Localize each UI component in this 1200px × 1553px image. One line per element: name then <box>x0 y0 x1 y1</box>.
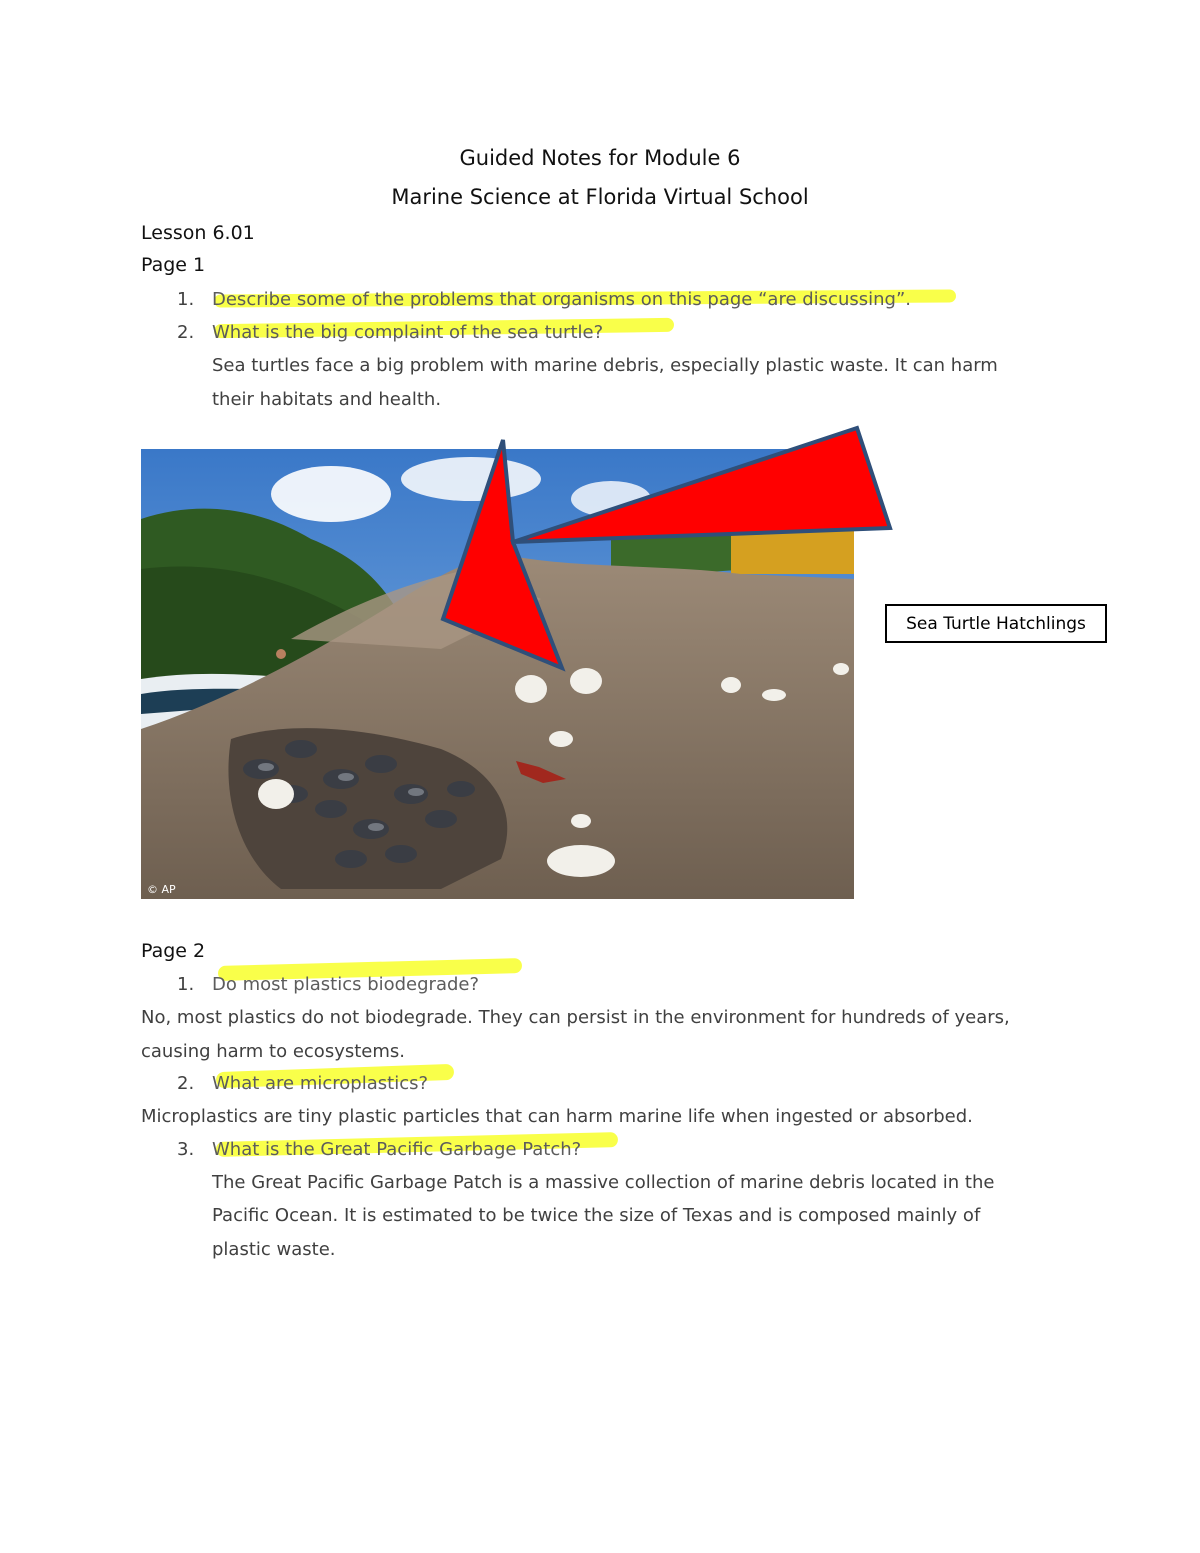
question-text: What is the big complaint of the sea turtle? <box>212 322 604 343</box>
page1-heading: Page 1 <box>141 254 206 276</box>
list-number: 2. <box>177 322 195 343</box>
list-number: 2. <box>177 1073 195 1094</box>
document-title: Guided Notes for Module 6 <box>459 146 741 170</box>
list-number: 3. <box>177 1139 195 1160</box>
answer-text: their habitats and health. <box>212 389 442 410</box>
list-number: 1. <box>177 974 195 995</box>
answer-text: causing harm to ecosystems. <box>141 1041 405 1062</box>
answer-text: No, most plastics do not biodegrade. They can persist in the environment for hundreds of years, <box>141 1007 1010 1028</box>
question-text: What are microplastics? <box>212 1073 429 1094</box>
document-subtitle: Marine Science at Florida Virtual School <box>391 185 809 209</box>
answer-text: Sea turtles face a big problem with marine debris, especially plastic waste. It can harm <box>212 355 998 376</box>
list-number: 1. <box>177 289 195 310</box>
answer-text: Pacific Ocean. It is estimated to be twice the size of Texas and is composed mainly of <box>212 1205 981 1226</box>
lesson-heading: Lesson 6.01 <box>141 222 255 244</box>
page2-heading: Page 2 <box>141 940 206 962</box>
answer-text: Microplastics are tiny plastic particles that can harm marine life when ingested or absorbed. <box>141 1106 973 1127</box>
question-text: Do most plastics biodegrade? <box>212 974 480 995</box>
callout-label: Sea Turtle Hatchlings <box>885 604 1107 643</box>
question-text: What is the Great Pacific Garbage Patch? <box>212 1139 582 1160</box>
question-text: Describe some of the problems that organisms on this page “are discussing”. <box>212 289 912 310</box>
answer-text: The Great Pacific Garbage Patch is a massive collection of marine debris located in the <box>212 1172 995 1193</box>
photo-credit: © AP <box>147 883 176 896</box>
answer-text: plastic waste. <box>212 1239 336 1260</box>
